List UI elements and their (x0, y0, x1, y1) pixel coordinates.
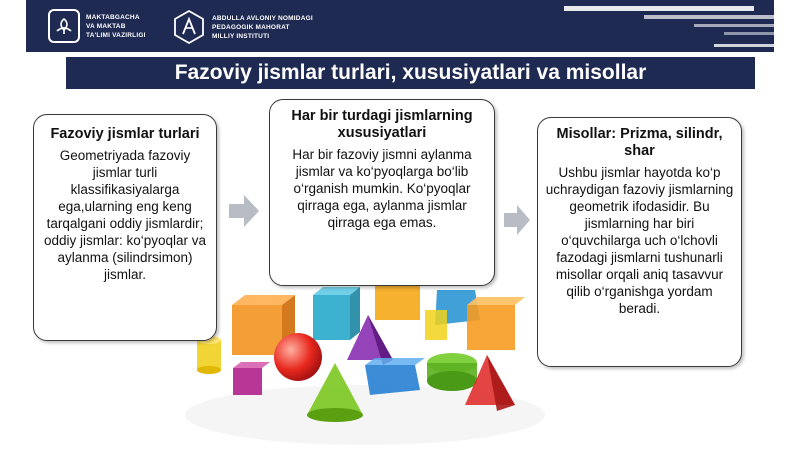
institute-emblem-icon (172, 9, 206, 45)
card-heading: Har bir turdagi jismlarning xususiyatlari (291, 108, 473, 141)
logo1-line-1: MAKTABGACHA (86, 13, 140, 21)
card-body: Har bir fazoviy jismni aylanma jismlar va ko‘pyoqlarga bo‘lib o‘rganish mumkin. Ko‘pyoqlar qirraga ega, aylanma jismlar qirraga ega emas. (292, 147, 472, 230)
ministry-logo-text (86, 13, 146, 40)
institute-logo (172, 9, 313, 45)
logo2-line-2: PEDAGOGIK MAHORAT (212, 23, 290, 31)
logo1-line-2: VA MAKTAB (86, 22, 126, 30)
card-examples (537, 117, 742, 367)
logo1-line-3: TA'LIMI VAZIRLIGI (86, 31, 146, 39)
card-body: Ushbu jismlar hayotda ko‘p uchraydigan fazoviy jismlarning geometrik ifodasidir. Bu jismlarning har biri o‘quvchilarga uch o‘lchovli fazodagi jismlarni tushunarli misollar orqali aniq tasavvur qilib o‘rganishga yordam beradi. (545, 165, 734, 316)
card-heading: Fazoviy jismlar turlari (50, 126, 200, 142)
slide-title: Fazoviy jismlar turlari, xususiyatlari va misollar (66, 57, 755, 89)
book-leaf-icon (48, 9, 80, 43)
header-stripes-decoration (414, 0, 774, 52)
colorful-geometric-solids-image (175, 265, 545, 449)
card-heading: Misollar: Prizma, silindr, shar (556, 126, 723, 159)
logo2-line-3: MILLIY INSTITUTI (212, 32, 270, 40)
card-types (33, 114, 217, 341)
chevron-right-arrow-icon (504, 205, 530, 235)
header-banner (26, 0, 774, 52)
logo2-line-1: ABDULLA AVLONIY NOMIDAGI (212, 14, 313, 22)
institute-logo-text (212, 14, 313, 41)
ministry-logo (48, 9, 146, 43)
card-body: Geometriyada fazoviy jismlar turli klassifikasiyalarga ega,ularning eng keng tarqalgani oddiy jismlardir; oddiy jismlar: ko‘pyoqlar va aylanma (silindrsimon) jismlar. (43, 148, 207, 282)
card-properties (269, 99, 495, 286)
chevron-right-arrow-icon (229, 195, 259, 227)
